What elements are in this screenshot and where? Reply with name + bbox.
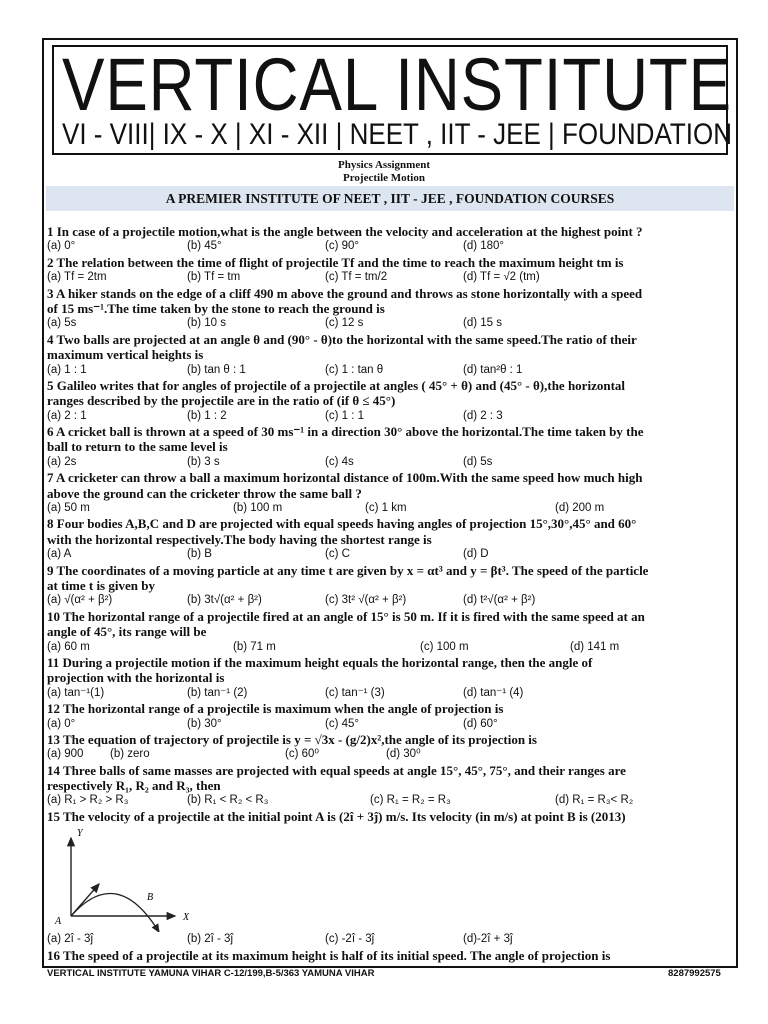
question-text: of 15 ms⁻¹.The time taken by the stone to reach the ground is [47, 300, 385, 316]
institute-title: VERTICAL INSTITUTE [62, 43, 732, 126]
option-a: (a) 900 [47, 748, 84, 761]
option-d: (d) 180° [463, 240, 505, 253]
question-text: 9 The coordinates of a moving particle at any time t are given by x = αt³ and y = βt³. The speed of the particle [47, 562, 649, 578]
a-label: A [55, 916, 62, 928]
options-row [47, 409, 737, 424]
projectile-figure [47, 824, 737, 932]
option-b: (b) 30° [187, 717, 222, 730]
question-text: ranges described by the projectile are in the ratio of (if θ ≤ 45°) [47, 393, 396, 409]
question-12 [47, 701, 737, 732]
option-b: (b) Tf = tm [187, 271, 241, 284]
option-a: (a) 5s [47, 317, 77, 330]
option-c: (c) Tf = tm/2 [325, 271, 388, 284]
option-c: (c) 12 s [325, 317, 364, 330]
question-3 [47, 286, 737, 332]
question-9 [47, 563, 737, 609]
option-a: (a) 2î - 3ĵ [47, 933, 94, 946]
question-11 [47, 655, 737, 701]
option-c: (c) 3t² √(α² + β²) [325, 594, 407, 607]
question-13 [47, 732, 737, 763]
question-text: 4 Two balls are projected at an angle θ and (90° - θ)to the horizontal with the same speed.The ratio of their [47, 331, 637, 347]
option-d: (d) tan⁻¹ (4) [463, 686, 524, 699]
institute-subtitle: VI - VIII| IX - X | XI - XII | NEET , IIT - JEE | FOUNDATION [62, 118, 732, 151]
question-text: 7 A cricketer can throw a ball a maximum horizontal distance of 100m.With the same speed how much high [47, 470, 643, 486]
option-c: (c) tan⁻¹ (3) [325, 686, 385, 699]
options-row [47, 747, 737, 762]
title-wrap [62, 43, 732, 126]
assignment-title: Physics Assignment [338, 159, 430, 171]
option-a: (a) √(α² + β²) [47, 594, 113, 607]
question-text: at time t is given by [47, 577, 155, 593]
option-b: (b) 1 : 2 [187, 409, 227, 422]
options-row [47, 793, 737, 808]
option-b: (b) R₁ < R₂ < R₃ [187, 794, 269, 807]
option-c: (c) 4s [325, 455, 354, 468]
option-d: (d) tan²θ : 1 [463, 363, 523, 376]
option-a: (a) 0° [47, 717, 76, 730]
option-a: (a) 1 : 1 [47, 363, 87, 376]
option-c: (c) 1 km [365, 502, 407, 515]
question-7 [47, 470, 737, 516]
options-row [47, 932, 737, 947]
question-14 [47, 763, 737, 809]
question-text: 16 The speed of a projectile at its maximum height is half of its initial speed. The angle of projection is [47, 947, 611, 963]
options-row [47, 501, 737, 516]
option-a: (a) tan⁻¹(1) [47, 686, 105, 699]
option-d: (d) D [463, 548, 489, 561]
question-4 [47, 332, 737, 378]
question-5 [47, 378, 737, 424]
subtitle-wrap [62, 118, 732, 152]
option-d: (d) 5s [463, 455, 493, 468]
options-row [47, 686, 737, 701]
question-text: 14 Three balls of same masses are projected with equal speeds at angle 15°, 45°, 75°, and their ranges are [47, 762, 626, 778]
assignment-topic: Projectile Motion [343, 172, 425, 184]
option-d: (d)-2î + 3ĵ [463, 933, 513, 946]
question-text: ball to return to the same level is [47, 439, 228, 455]
question-text: angle of 45°, its range will be [47, 624, 207, 640]
option-a: (a) 50 m [47, 502, 90, 515]
option-c: (c) -2î - 3ĵ [325, 933, 375, 946]
question-6 [47, 424, 737, 470]
question-text: 5 Galileo writes that for angles of projectile of a projectile at angles ( 45° + θ) and (45° - θ),the horizontal [47, 377, 626, 393]
options-row [47, 547, 737, 562]
question-text: 8 Four bodies A,B,C and D are projected with equal speeds having angles of projection 15°,30°,45° and 60° [47, 516, 637, 532]
options-row [47, 316, 737, 331]
option-d: (d) 15 s [463, 317, 502, 330]
trajectory-diagram [47, 824, 197, 932]
option-d: (d) 200 m [555, 502, 605, 515]
option-c: (c) C [325, 548, 350, 561]
question-2 [47, 255, 737, 286]
option-c: (c) 100 m [420, 640, 469, 653]
option-c: (c) 90° [325, 240, 359, 253]
question-15 [47, 809, 737, 948]
question-text: projection with the horizontal is [47, 670, 225, 686]
question-text: 11 During a projectile motion if the maximum height equals the horizontal range, then the angle of [47, 654, 593, 670]
option-b: (b) 45° [187, 240, 222, 253]
option-b: (b) 3t√(α² + β²) [187, 594, 262, 607]
question-text: with the horizontal respectively.The body having the shortest range is [47, 531, 432, 547]
question-text: respectively R₁, R₂ and R₃, then [47, 778, 221, 794]
option-d: (d) 2 : 3 [463, 409, 503, 422]
b-label: B [147, 892, 154, 904]
option-b: (b) 71 m [233, 640, 276, 653]
option-a: (a) 2s [47, 455, 77, 468]
options-row [47, 640, 737, 655]
question-text: 13 The equation of trajectory of projectile is y = √3x - (g/2)x²,the angle of its projection is [47, 731, 537, 747]
option-c: (c) 60⁰ [285, 748, 320, 761]
question-text: 2 The relation between the time of flight of projectile Tf and the time to reach the maximum height tm is [47, 254, 624, 270]
option-b: (b) tan θ : 1 [187, 363, 246, 376]
option-b: (b) zero [110, 748, 150, 761]
option-c: (c) 1 : tan θ [325, 363, 384, 376]
question-list [47, 224, 737, 963]
option-b: (b) 100 m [233, 502, 283, 515]
question-10 [47, 609, 737, 655]
option-d: (d) 30⁰ [386, 748, 421, 761]
footer-address: VERTICAL INSTITUTE YAMUNA VIHAR C-12/199,B-5/363 YAMUNA VIHAR [47, 968, 375, 979]
question-text: 6 A cricket ball is thrown at a speed of 30 ms⁻¹ in a direction 30° above the horizontal.The time taken by the [47, 424, 644, 440]
question-text: 1 In case of a projectile motion,what is the angle between the velocity and acceleration at the highest point ? [47, 224, 643, 239]
option-b: (b) B [187, 548, 212, 561]
option-d: (d) R₁ = R₃< R₂ [555, 794, 634, 807]
option-a: (a) 60 m [47, 640, 90, 653]
option-b: (b) tan⁻¹ (2) [187, 686, 248, 699]
options-row [47, 363, 737, 378]
banner: A PREMIER INSTITUTE OF NEET , IIT - JEE , FOUNDATION COURSES [46, 186, 734, 211]
options-row [47, 455, 737, 470]
option-d: (d) 141 m [570, 640, 620, 653]
options-row [47, 717, 737, 732]
question-text: 15 The velocity of a projectile at the initial point A is (2î + 3ĵ) m/s. Its velocity (in m/s) at point B is (2013) [47, 808, 626, 824]
y-label: Y [77, 828, 83, 840]
question-text: above the ground can the cricketer throw the same ball ? [47, 485, 362, 501]
option-c: (c) 45° [325, 717, 359, 730]
option-b: (b) 3 s [187, 455, 220, 468]
option-d: (d) Tf = √2 (tm) [463, 271, 540, 284]
option-a: (a) A [47, 548, 72, 561]
options-row [47, 239, 737, 254]
option-d: (d) 60° [463, 717, 498, 730]
option-c: (c) R₁ = R₂ = R₃ [370, 794, 451, 807]
options-row [47, 270, 737, 285]
option-b: (b) 2î - 3ĵ [187, 933, 234, 946]
question-text: 3 A hiker stands on the edge of a cliff 490 m above the ground and throws as stone horizontally with a speed [47, 285, 643, 301]
option-a: (a) 0° [47, 240, 76, 253]
question-text: 12 The horizontal range of a projectile is maximum when the angle of projection is [47, 701, 504, 717]
option-a: (a) R₁ > R₂ > R₃ [47, 794, 129, 807]
trajectory-curve [71, 894, 159, 933]
footer-phone: 8287992575 [668, 968, 721, 979]
question-8 [47, 516, 737, 562]
question-text: 10 The horizontal range of a projectile fired at an angle of 15° is 50 m. If it is fired with the same speed at an [47, 608, 645, 624]
option-d: (d) t²√(α² + β²) [463, 594, 536, 607]
option-c: (c) 1 : 1 [325, 409, 364, 422]
option-b: (b) 10 s [187, 317, 226, 330]
question-1 [47, 224, 737, 255]
question-text: maximum vertical heights is [47, 347, 204, 363]
options-row [47, 593, 737, 608]
option-a: (a) 2 : 1 [47, 409, 87, 422]
x-label: X [183, 912, 190, 924]
option-a: (a) Tf = 2tm [47, 271, 107, 284]
question-16 [47, 948, 737, 963]
